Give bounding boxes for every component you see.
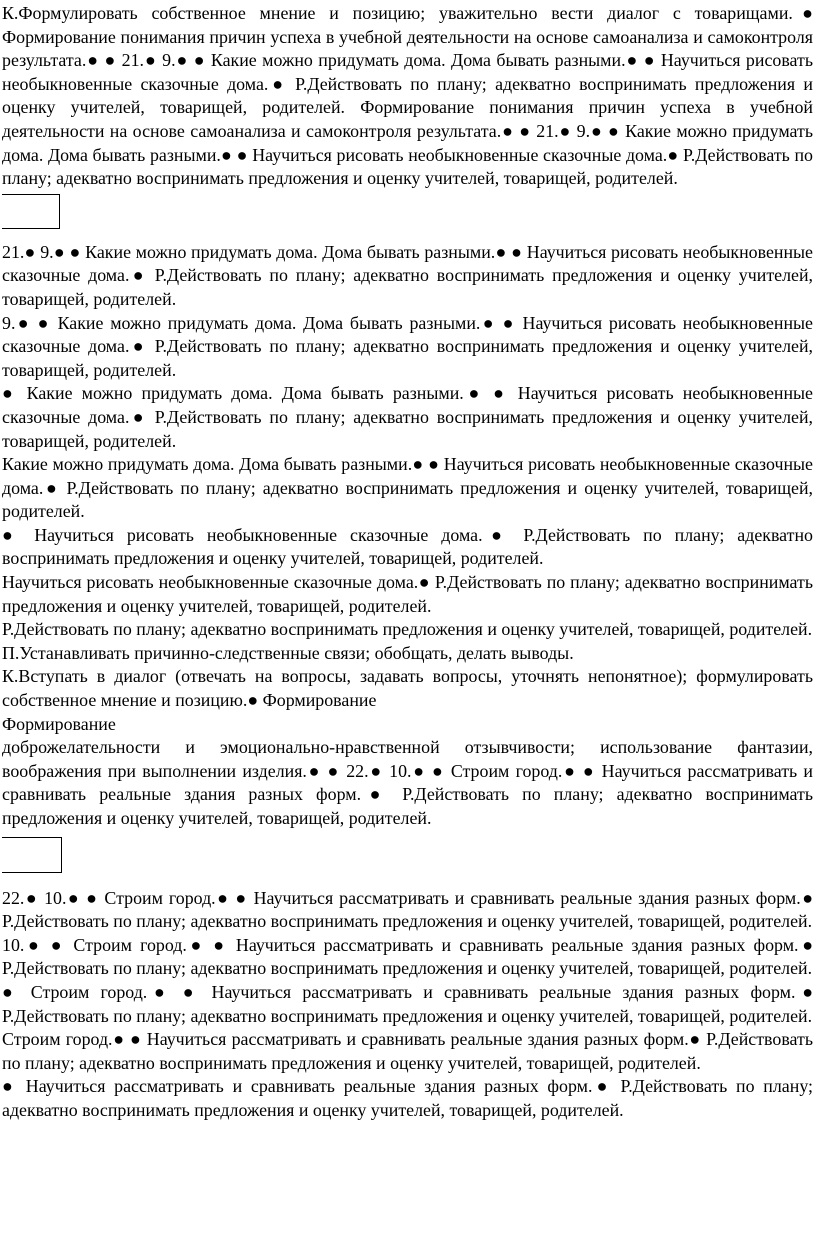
paragraph-15: ● Строим город.● ● Научиться рассматривать и сравнивать реальные здания разных форм.● Р.Действовать по плану; адекватно воспринимать предложения и оценку учителей, товарищей, родителей. bbox=[2, 981, 813, 1026]
paragraph-9: П.Устанавливать причинно-следственные связи; обобщать, делать выводы. bbox=[2, 642, 574, 663]
paragraph-1: К.Формулировать собственное мнение и позицию; уважительно вести диалог с товарищами.● Формирование понимания причин успеха в учебной деятельности на основе самоанализа и самоконтроля результата.● ● 21.● 9.● ● Какие можно придумать дома. Дома бывать разными.● ● Научиться рисовать необыкновенные сказочные дома.● Р.Действовать по плану; адекватно воспринимать предложения и оценку учителей, товарищей, родителей. Формирование понимания причин успеха в учебной деятельности на основе самоанализа и самоконтроля результата.● ● 21.● 9.● ● Какие можно придумать дома. Дома бывать разными.● ● Научиться рисовать необыкновенные сказочные дома.● Р.Действовать по плану; адекватно воспринимать предложения и оценку учителей, товарищей, родителей. bbox=[2, 3, 813, 189]
paragraph-12: доброжелательности и эмоционально-нравственной отзывчивости; использование фантазии, воображения при выполнении изделия.● ● 22.● 10.● ● Строим город.● ● Научиться рассматривать и сравнивать реальные здания разных форм.● Р.Действовать по плану; адекватно воспринимать предложения и оценку учителей, товарищей, родителей. bbox=[2, 737, 813, 828]
paragraph-6: ● Научиться рисовать необыкновенные сказочные дома.● Р.Действовать по плану; адекватно воспринимать предложения и оценку учителей, товарищей, родителей. bbox=[2, 524, 813, 569]
paragraph-13: 22.● 10.● ● Строим город.● ● Научиться рассматривать и сравнивать реальные здания разных форм.● Р.Действовать по плану; адекватно воспринимать предложения и оценку учителей, товарищей, родителей. bbox=[2, 887, 813, 932]
paragraph-10: К.Вступать в диалог (отвечать на вопросы, задавать вопросы, уточнять непонятное); формулировать собственное мнение и позицию.● Формирование bbox=[2, 666, 813, 711]
paragraph-4: ● Какие можно придумать дома. Дома бывать разными.● ● Научиться рисовать необыкновенные сказочные дома.● Р.Действовать по плану; адекватно воспринимать предложения и оценку учителей, товарищей, родителей. bbox=[2, 383, 813, 451]
paragraph-2: 21.● 9.● ● Какие можно придумать дома. Дома бывать разными.● ● Научиться рисовать необыкновенные сказочные дома.● Р.Действовать по плану; адекватно воспринимать предложения и оценку учителей, товарищей, родителей. bbox=[2, 241, 813, 309]
paragraph-7: Научиться рисовать необыкновенные сказочные дома.● Р.Действовать по плану; адекватно воспринимать предложения и оценку учителей, товарищей, родителей. bbox=[2, 572, 813, 616]
paragraph-11: Формирование bbox=[2, 713, 116, 734]
paragraph-16: Строим город.● ● Научиться рассматривать и сравнивать реальные здания разных форм.● Р.Действовать по плану; адекватно воспринимать предложения и оценку учителей, товарищей, родителей. bbox=[2, 1029, 813, 1073]
empty-box-2 bbox=[2, 837, 62, 873]
paragraph-3: 9.● ● Какие можно придумать дома. Дома бывать разными.● ● Научиться рисовать необыкновенные сказочные дома.● Р.Действовать по плану; адекватно воспринимать предложения и оценку учителей, товарищей, родителей. bbox=[2, 312, 813, 380]
paragraph-14: 10.● ● Строим город.● ● Научиться рассматривать и сравнивать реальные здания разных форм.● Р.Действовать по плану; адекватно воспринимать предложения и оценку учителей, товарищей, родителей. bbox=[2, 934, 813, 979]
paragraph-8: Р.Действовать по плану; адекватно воспринимать предложения и оценку учителей, товарищей, родителей. bbox=[2, 619, 813, 640]
paragraph-5: Какие можно придумать дома. Дома бывать разными.● ● Научиться рисовать необыкновенные сказочные дома.● Р.Действовать по плану; адекватно воспринимать предложения и оценку учителей, товарищей, родителей. bbox=[2, 454, 813, 522]
empty-box-1 bbox=[2, 194, 60, 229]
paragraph-17: ● Научиться рассматривать и сравнивать реальные здания разных форм.● Р.Действовать по плану; адекватно воспринимать предложения и оценку учителей, товарищей, родителей. bbox=[2, 1076, 813, 1120]
